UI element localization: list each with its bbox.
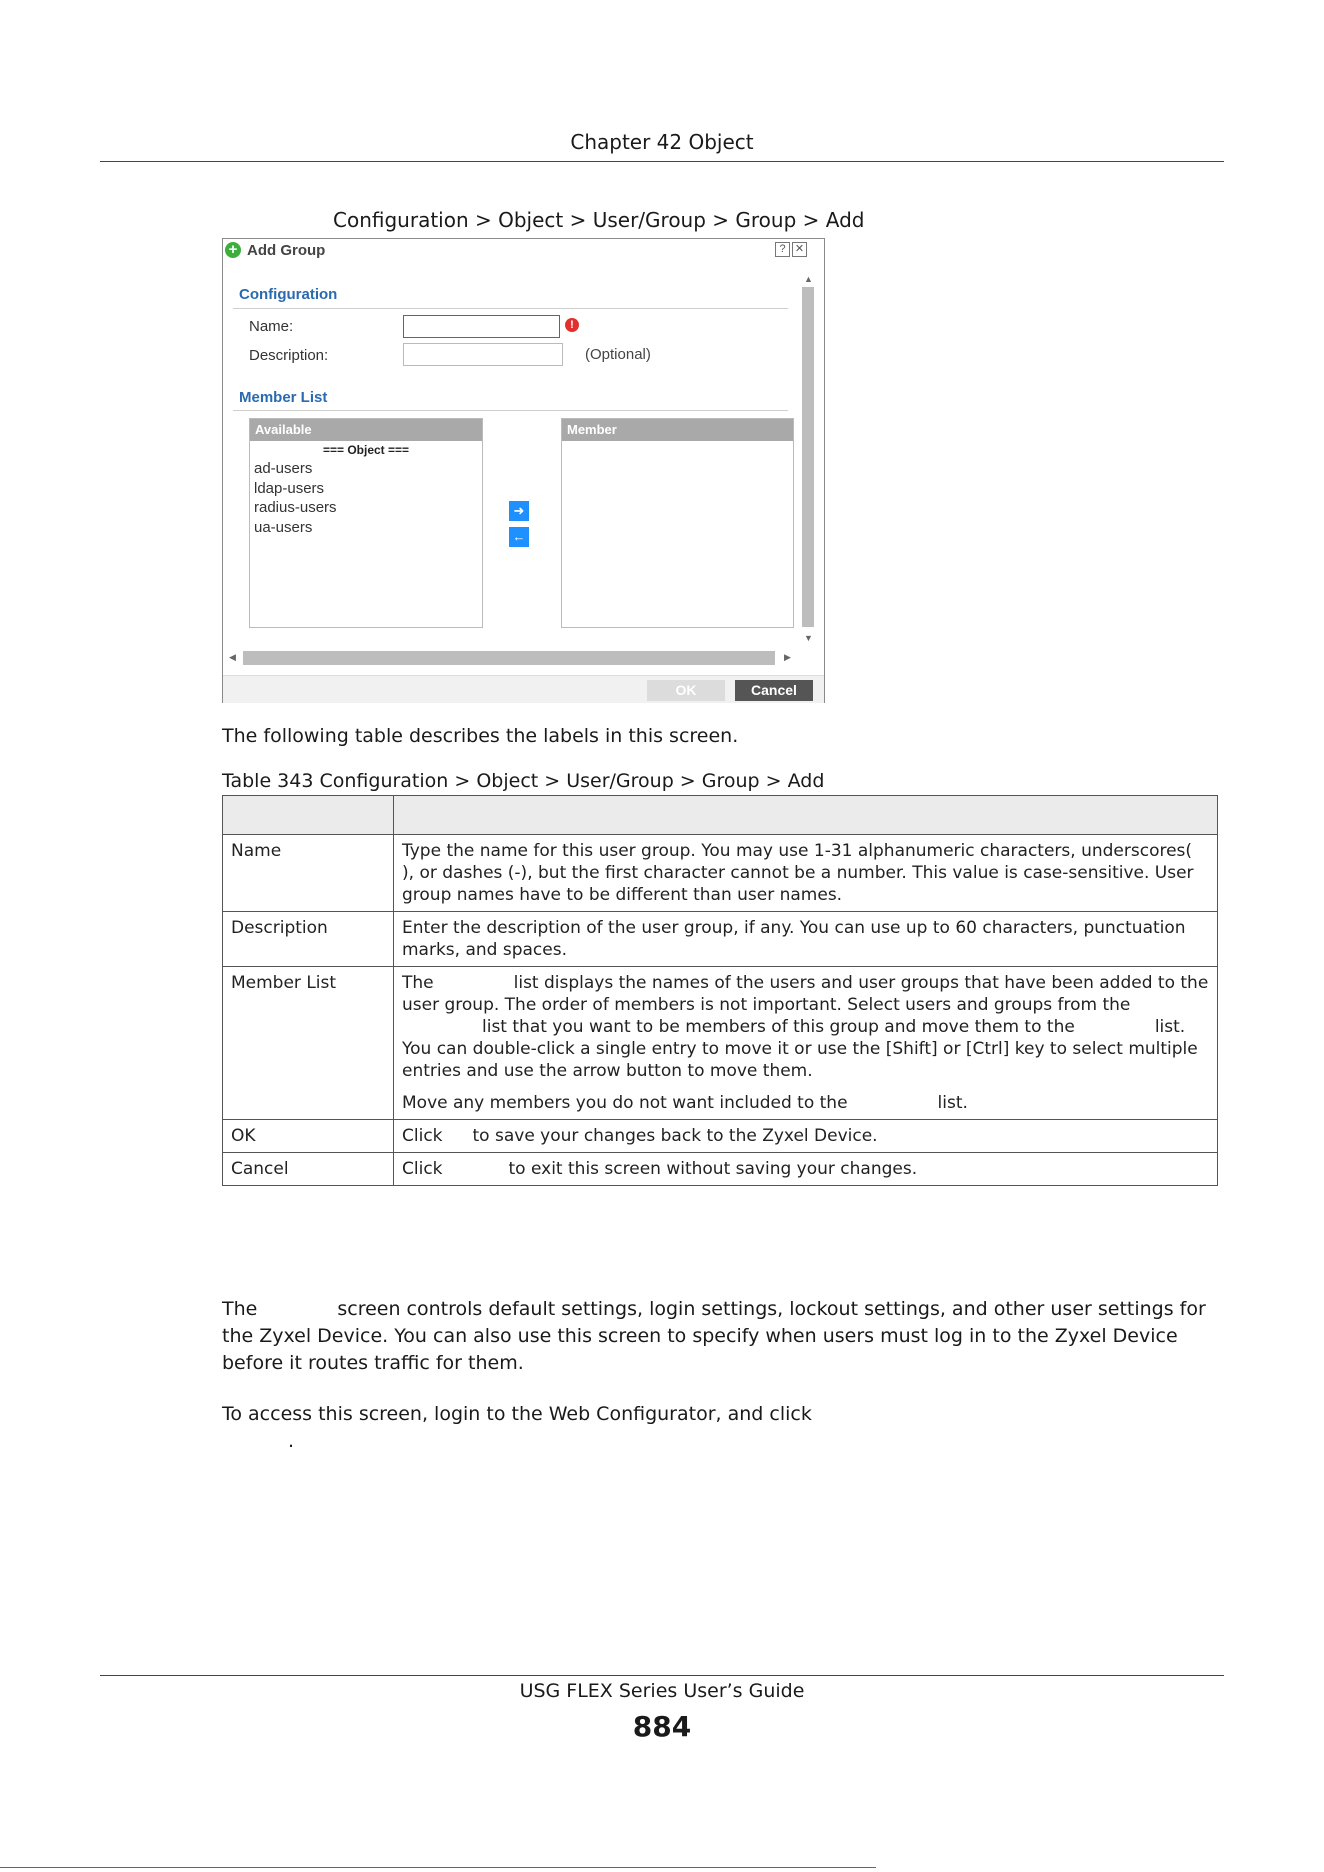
table-row bbox=[223, 912, 1218, 967]
description-label: Description: bbox=[249, 347, 329, 364]
dialog-footer bbox=[223, 675, 824, 703]
close-icon[interactable]: ✕ bbox=[792, 242, 807, 257]
description-text: Click bbox=[402, 1126, 443, 1146]
description-text: list displays the names of the users and user groups that have been added to the user group. The order of members is not important. Select users and groups from the bbox=[402, 973, 1209, 1015]
table-header-row bbox=[223, 796, 1218, 835]
table-caption: Table 343 Configuration > Object > User/Group > Group > Add bbox=[222, 770, 825, 792]
description-text: list that you want to be members of this group and move them to the bbox=[482, 1017, 1075, 1037]
row-label: Description bbox=[223, 912, 394, 967]
description-text: to save your changes back to the Zyxel Device. bbox=[472, 1126, 878, 1146]
table-row bbox=[223, 1153, 1218, 1186]
ok-button[interactable]: OK bbox=[647, 680, 725, 701]
list-item[interactable]: ad-users bbox=[254, 460, 313, 477]
cancel-button[interactable]: Cancel bbox=[735, 680, 813, 701]
add-icon: + bbox=[225, 242, 241, 258]
help-icon[interactable]: ? bbox=[775, 242, 790, 257]
paragraph-text: The bbox=[222, 1298, 258, 1320]
description-text: list. bbox=[937, 1093, 968, 1113]
guide-title: USG FLEX Series User’s Guide bbox=[519, 1680, 805, 1702]
member-list-section-title: Member List bbox=[239, 389, 328, 406]
intro-text: The following table describes the labels in this screen. bbox=[222, 725, 739, 747]
table-row bbox=[223, 1120, 1218, 1153]
table-header-cell bbox=[223, 796, 394, 835]
row-description: Enter the description of the user group, if any. You can use up to 60 characters, punctuation marks, and spaces. bbox=[394, 912, 1218, 967]
header-divider bbox=[100, 161, 1224, 162]
object-group-heading: === Object === bbox=[322, 443, 410, 457]
error-icon: ! bbox=[565, 318, 579, 332]
row-description bbox=[394, 1153, 1218, 1186]
access-paragraph bbox=[222, 1401, 1218, 1455]
member-list[interactable] bbox=[561, 418, 794, 628]
section-divider bbox=[233, 410, 788, 411]
member-list-header: Member bbox=[562, 419, 793, 441]
chapter-header: Chapter 42 Object bbox=[570, 130, 754, 154]
paragraph-text: To access this screen, login to the Web Configurator, and click bbox=[222, 1403, 812, 1425]
page-number: 884 bbox=[632, 1710, 692, 1743]
row-description bbox=[394, 967, 1218, 1120]
table-row bbox=[223, 967, 1218, 1120]
description-text: ), or dashes (-), but the first character cannot be a number. This value is case-sensitive. User group names have to be different than user names. bbox=[402, 863, 1194, 905]
description-text: The bbox=[402, 973, 434, 993]
dialog-header bbox=[223, 239, 824, 263]
scroll-thumb[interactable] bbox=[802, 287, 814, 627]
scroll-right-icon[interactable]: ▶ bbox=[784, 652, 791, 662]
bottom-rule bbox=[0, 1867, 876, 1868]
description-text: Type the name for this user group. You may use 1-31 alphanumeric characters, underscores( bbox=[402, 841, 1193, 861]
scroll-up-icon[interactable]: ▲ bbox=[804, 274, 813, 284]
name-input[interactable] bbox=[403, 315, 560, 338]
available-list[interactable] bbox=[249, 418, 483, 628]
row-label: Member List bbox=[223, 967, 394, 1120]
footer-divider bbox=[100, 1675, 1224, 1676]
row-label: Cancel bbox=[223, 1153, 394, 1186]
section-divider bbox=[233, 308, 788, 309]
row-label: OK bbox=[223, 1120, 394, 1153]
add-group-dialog bbox=[222, 238, 825, 703]
scroll-left-icon[interactable]: ◀ bbox=[229, 652, 236, 662]
description-text: list. You can double-click a single entry to move it or use the [Shift] or [Ctrl] key to select multiple entries and use the arrow button to move them. bbox=[402, 1017, 1198, 1081]
row-description bbox=[394, 835, 1218, 912]
table-header-cell bbox=[394, 796, 1218, 835]
vertical-scrollbar[interactable] bbox=[802, 274, 814, 647]
dialog-title: Add Group bbox=[247, 242, 326, 259]
horizontal-scrollbar[interactable] bbox=[227, 651, 797, 665]
description-input[interactable] bbox=[403, 343, 563, 366]
move-left-arrow-icon[interactable]: ← bbox=[509, 527, 529, 547]
name-label: Name: bbox=[249, 318, 294, 335]
description-text: Move any members you do not want included to the bbox=[402, 1093, 848, 1113]
paragraph-text: screen controls default settings, login settings, lockout settings, and other user settings for the Zyxel Device. You can also use this screen to specify when users must log in to the Zyxel Device before it routes traffic for them. bbox=[222, 1298, 1206, 1374]
move-right-arrow-icon[interactable]: ➜ bbox=[509, 501, 529, 521]
scroll-thumb[interactable] bbox=[243, 651, 775, 665]
figure-caption: Configuration > Object > User/Group > Group > Add bbox=[333, 208, 865, 232]
scroll-down-icon[interactable]: ▼ bbox=[804, 633, 813, 643]
configuration-section-title: Configuration bbox=[239, 286, 338, 303]
list-item[interactable]: ldap-users bbox=[254, 480, 325, 497]
list-item[interactable]: radius-users bbox=[254, 499, 337, 516]
row-description bbox=[394, 1120, 1218, 1153]
paragraph-text: . bbox=[288, 1430, 295, 1452]
available-list-header: Available bbox=[250, 419, 482, 441]
list-item[interactable]: ua-users bbox=[254, 519, 313, 536]
row-label: Name bbox=[223, 835, 394, 912]
table-row bbox=[223, 835, 1218, 912]
optional-hint: (Optional) bbox=[585, 346, 651, 363]
section-paragraph bbox=[222, 1296, 1218, 1377]
description-text: Click bbox=[402, 1159, 443, 1179]
description-text: to exit this screen without saving your changes. bbox=[508, 1159, 918, 1179]
labels-table bbox=[222, 795, 1218, 1186]
